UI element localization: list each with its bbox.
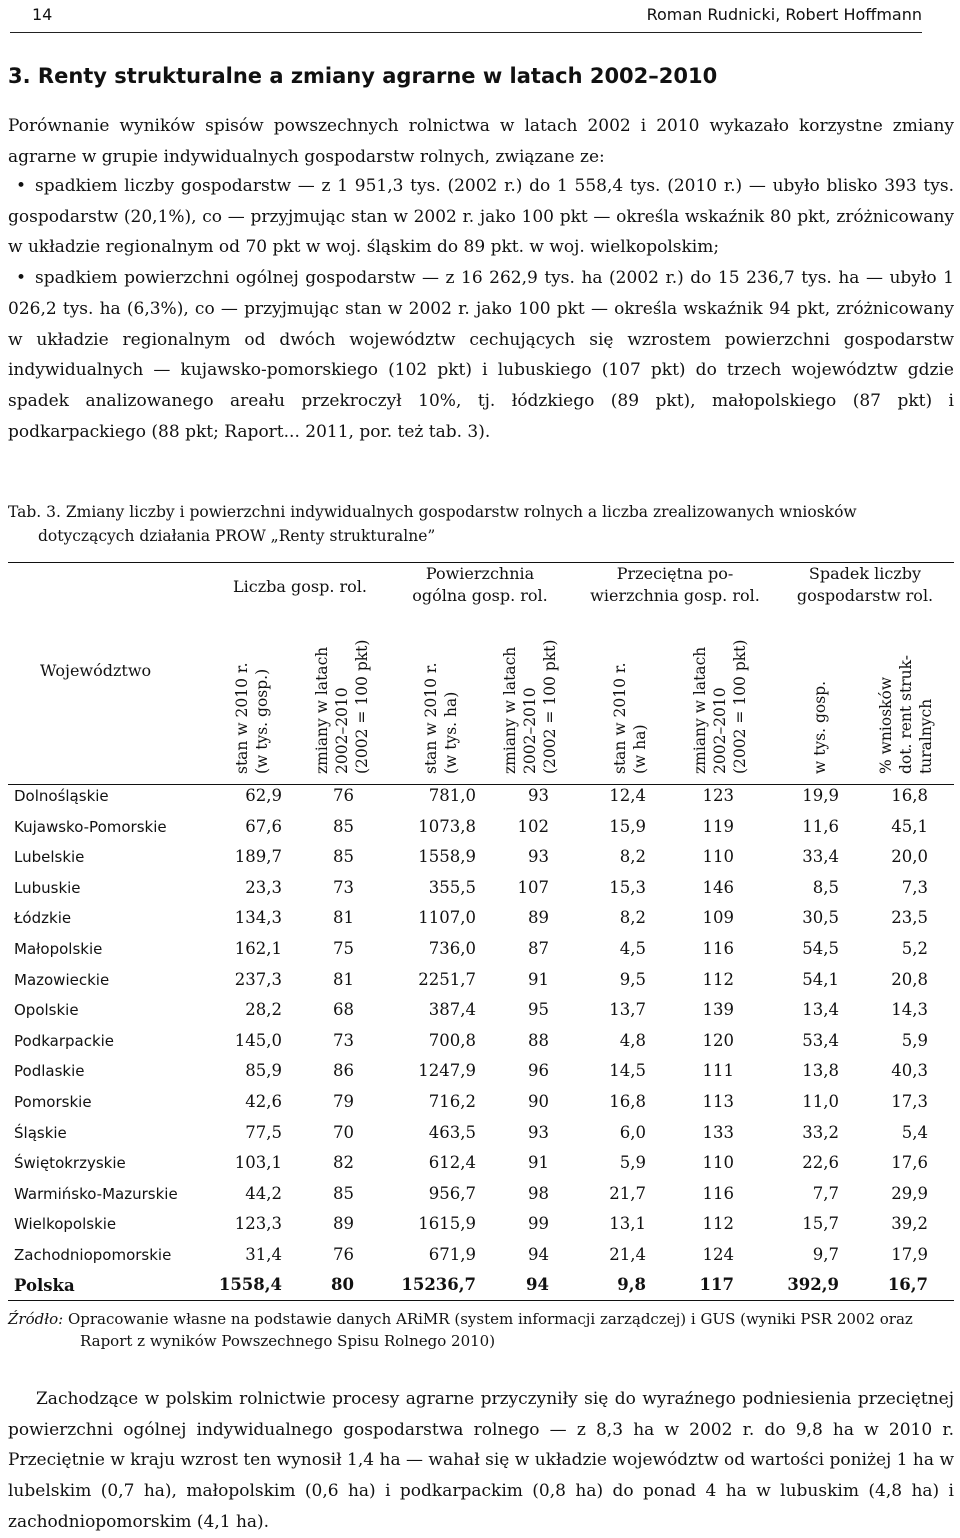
table-cell: 107 (517, 877, 549, 897)
table-cell: 736,0 (428, 939, 476, 958)
table-cell: 9,5 (619, 969, 646, 989)
table-cell: 54,5 (802, 939, 839, 958)
wojewodztwo-name: Polska (14, 1276, 75, 1295)
table-cell: 89 (333, 1214, 354, 1234)
table-cell: 89 (528, 908, 549, 928)
table-row (8, 1153, 954, 1183)
table-cell: 109 (702, 908, 734, 928)
table-cell: 113 (702, 1092, 734, 1111)
table-row (8, 878, 954, 908)
table-cell: 80 (331, 1275, 354, 1294)
table-cell: 387,4 (428, 1000, 476, 1020)
source-label: Źródło: (8, 1310, 64, 1328)
page-number: 14 (32, 5, 53, 24)
table-cell: 355,5 (428, 877, 476, 897)
table-cell: 85,9 (245, 1061, 282, 1081)
bullet-list (8, 171, 954, 447)
table-cell: 120 (702, 1030, 734, 1050)
table-cell: 9,8 (617, 1275, 646, 1294)
table-cell: 19,9 (802, 786, 839, 805)
table-cell: 94 (526, 1275, 549, 1294)
table-cell: 4,8 (619, 1030, 646, 1050)
table-row (8, 908, 954, 938)
table-cell: 17,6 (891, 1153, 928, 1173)
table-cell: 91 (528, 969, 549, 989)
table-total-row (8, 1275, 954, 1305)
table-cell: 123 (702, 786, 734, 805)
table-cell: 1073,8 (418, 816, 476, 836)
table-cell: 123,3 (234, 1214, 282, 1234)
table-cell: 110 (702, 847, 734, 867)
table-cell: 23,3 (245, 877, 282, 897)
table-cell: 1615,9 (418, 1214, 476, 1234)
table-cell: 98 (528, 1183, 549, 1203)
table-cell: 463,5 (428, 1122, 476, 1142)
table-cell: 110 (702, 1153, 734, 1173)
table-row (8, 786, 954, 816)
table-cell: 82 (333, 1153, 354, 1173)
wojewodztwo-name: Pomorskie (14, 1093, 92, 1111)
column-header: stan w 2010 r. (w tys. ha) (422, 662, 460, 774)
column-header: zmiany w latach 2002–2010 (2002 = 100 pkt) (313, 639, 371, 774)
closing-paragraph (8, 1384, 954, 1538)
section-title: 3. Renty strukturalne a zmiany agrarne w latach 2002–2010 (8, 64, 718, 88)
table-cell: 112 (702, 1214, 734, 1234)
table-caption-text: Tab. 3. Zmiany liczby i powierzchni indywidualnych gospodarstw rolnych a liczba zrealizowanych wniosków dotyczących działania PROW „Renty strukturalne” (8, 503, 857, 545)
table-cell: 88 (528, 1030, 549, 1050)
table-cell: 8,5 (812, 877, 839, 897)
wojewodztwo-name: Małopolskie (14, 940, 103, 958)
table-caption (8, 500, 954, 548)
table-cell: 102 (517, 816, 549, 836)
table-row (8, 1123, 954, 1153)
table-cell: 21,7 (609, 1183, 646, 1203)
table-cell: 5,9 (619, 1153, 646, 1173)
table-cell: 16,8 (609, 1092, 646, 1111)
table-cell: 124 (702, 1245, 734, 1264)
table-cell: 81 (333, 908, 354, 928)
table-cell: 139 (702, 1000, 734, 1020)
table-cell: 671,9 (428, 1245, 476, 1264)
table-cell: 13,1 (609, 1214, 646, 1234)
table-row (8, 1092, 954, 1122)
table-cell: 189,7 (234, 847, 282, 867)
table-cell: 20,0 (891, 847, 928, 867)
table-cell: 23,5 (891, 908, 928, 928)
table-cell: 22,6 (802, 1153, 839, 1173)
table-cell: 17,9 (891, 1245, 928, 1264)
table-cell: 73 (333, 1030, 354, 1050)
table-cell: 14,3 (891, 1000, 928, 1020)
table-cell: 76 (333, 1245, 354, 1264)
wojewodztwo-name: Łódzkie (14, 909, 72, 928)
table-cell: 7,7 (812, 1183, 839, 1203)
table-cell: 44,2 (245, 1183, 282, 1203)
table-cell: 85 (333, 847, 354, 867)
column-header: w tys. gosp. (811, 680, 829, 774)
table-cell: 42,6 (245, 1092, 282, 1111)
table-header-rule (8, 784, 954, 785)
table-cell: 15,9 (609, 816, 646, 836)
table-cell: 94 (528, 1245, 549, 1264)
table-cell: 29,9 (891, 1183, 928, 1203)
table-cell: 81 (333, 969, 354, 989)
column-header: zmiany w latach 2002–2010 (2002 = 100 pkt) (691, 639, 749, 774)
table-cell: 8,2 (619, 847, 646, 867)
column-header: % wniosków dot. rent struk- turalnych (877, 655, 935, 774)
table-row (8, 970, 954, 1000)
table-cell: 86 (333, 1061, 354, 1081)
table-cell: 20,8 (891, 969, 928, 989)
table-cell: 1558,9 (418, 847, 476, 867)
table-cell: 93 (528, 786, 549, 805)
table-row (8, 1061, 954, 1091)
table-cell: 11,0 (802, 1092, 839, 1111)
table-cell: 13,7 (609, 1000, 646, 1020)
table-cell: 8,2 (619, 908, 646, 928)
table-source (8, 1308, 954, 1352)
table-row (8, 847, 954, 877)
table-cell: 90 (528, 1092, 549, 1111)
table-cell: 700,8 (428, 1030, 476, 1050)
table-cell: 28,2 (245, 1000, 282, 1020)
table-cell: 30,5 (802, 908, 839, 928)
column-group-header: Powierzchnia ogólna gosp. rol. (412, 564, 548, 605)
table-cell: 31,4 (245, 1245, 282, 1264)
table-cell: 54,1 (802, 969, 839, 989)
table-cell: 96 (528, 1061, 549, 1081)
table-row (8, 817, 954, 847)
table-cell: 91 (528, 1153, 549, 1173)
table-cell: 12,4 (609, 786, 646, 805)
table-cell: 85 (333, 1183, 354, 1203)
table-cell: 111 (702, 1061, 734, 1081)
table-cell: 1247,9 (418, 1061, 476, 1081)
table-cell: 99 (528, 1214, 549, 1234)
table-cell: 76 (333, 786, 354, 805)
table-cell: 17,3 (891, 1092, 928, 1111)
table-cell: 392,9 (787, 1275, 839, 1294)
table-cell: 956,7 (428, 1183, 476, 1203)
table-cell: 237,3 (234, 969, 282, 989)
table-cell: 68 (333, 1000, 354, 1020)
wojewodztwo-name: Wielkopolskie (14, 1215, 117, 1234)
wojewodztwo-name: Opolskie (14, 1001, 79, 1020)
table-cell: 85 (333, 816, 354, 836)
wojewodztwo-name: Dolnośląskie (14, 787, 109, 805)
table-cell: 53,4 (802, 1030, 839, 1050)
table-cell: 1107,0 (418, 908, 476, 928)
table-row (8, 939, 954, 969)
bullet-item: • spadkiem powierzchni ogólnej gospodarstw — z 16 262,9 tys. ha (2002 r.) do 15 236,7 tys. ha — ubyło 1 026,2 tys. ha (6,3%), co — przyjmując stan w 2002 r. jako 100 pkt — określa wskaźnik 94 pkt, zróżnicowany w układzie regionalnym od dwóch województw cechujących się wzrostem powierzchni gospodarstw indywidualnych — kujawsko-pomorskiego (102 pkt) i lubuskiego (107 pkt) do trzech województw gdzie spadek analizowanego areału przekroczył 10%, tj. łódzkiego (89 pkt), małopolskiego (87 pkt) i podkarpackiego (88 pkt; Raport... 2011, por. też tab. 3). (8, 263, 954, 447)
table-cell: 716,2 (428, 1092, 476, 1111)
column-group-header: Spadek liczby gospodarstw rol. (796, 564, 934, 605)
column-header: stan w 2010 r. (w ha) (611, 662, 649, 774)
table-cell: 79 (333, 1092, 354, 1111)
column-group-header: Liczba gosp. rol. (233, 577, 367, 596)
table-cell: 9,7 (812, 1245, 839, 1264)
wojewodztwo-name: Podkarpackie (14, 1031, 115, 1050)
table-cell: 612,4 (428, 1153, 476, 1173)
bullet-item: • spadkiem liczby gospodarstw — z 1 951,3 tys. (2002 r.) do 1 558,4 tys. (2010 r.) — ubyło blisko 393 tys. gospodarstw (20,1%), co — przyjmując stan w 2002 r. jako 100 pkt — określa wskaźnik 80 pkt, zróżnicowany w układzie regionalnym od 70 pkt w woj. śląskim do 89 pkt. w woj. wielkopolskim; (8, 171, 954, 263)
table-cell: 15236,7 (401, 1275, 476, 1294)
table-cell: 145,0 (234, 1030, 282, 1050)
column-header: stan w 2010 r. (w tys. gosp.) (233, 662, 271, 774)
table-row (8, 1245, 954, 1275)
table-cell: 116 (702, 939, 734, 958)
table-cell: 39,2 (891, 1214, 928, 1234)
table-cell: 16,7 (887, 1275, 928, 1294)
wojewodztwo-name: Mazowieckie (14, 970, 110, 989)
table-cell: 75 (333, 939, 354, 958)
table-cell: 45,1 (891, 816, 928, 836)
closing-text: Zachodzące w polskim rolnictwie procesy agrarne przyczyniły się do wyraźnego podniesienia przeciętnej powierzchni ogólnej indywidualnego gospodarstwa rolnego — z 8,3 ha w 2002 r. do 9,8 ha w 2010 r. Przeciętnie w kraju wzrost ten wynosił 1,4 ha — wahał się w układzie województw od wartości poniżej 1 ha w lubelskim (0,7 ha), małopolskim (0,6 ha) i podkarpackim (0,8 ha) do ponad 4 ha w lubuskim (4,8 ha) i zachodniopomorskim (4,1 ha). (8, 1389, 954, 1532)
source-text-cont: Raport z wyników Powszechnego Spisu Rolnego 2010) (80, 1332, 496, 1350)
table-cell: 133 (702, 1122, 734, 1142)
table-cell: 70 (333, 1122, 354, 1142)
table-cell: 117 (699, 1275, 734, 1294)
table-cell: 13,8 (802, 1061, 839, 1081)
table-cell: 781,0 (428, 786, 476, 805)
column-header: zmiany w latach 2002–2010 (2002 = 100 pkt) (501, 639, 559, 774)
table-cell: 162,1 (234, 939, 282, 958)
table-cell: 40,3 (891, 1061, 928, 1081)
table-cell: 6,0 (619, 1122, 646, 1142)
table-cell: 73 (333, 877, 354, 897)
wojewodztwo-name: Lubuskie (14, 878, 81, 897)
table-cell: 2251,7 (418, 969, 476, 989)
running-head-authors: Roman Rudnicki, Robert Hoffmann (646, 5, 922, 24)
wojewodztwo-name: Śląskie (14, 1123, 67, 1142)
table-cell: 95 (528, 1000, 549, 1020)
wojewodztwo-name: Kujawsko-Pomorskie (14, 817, 167, 836)
table-cell: 77,5 (245, 1122, 282, 1142)
table-cell: 4,5 (619, 939, 646, 958)
table-cell: 67,6 (245, 816, 282, 836)
table-row (8, 1214, 954, 1244)
table-cell: 87 (528, 939, 549, 958)
table-cell: 103,1 (234, 1153, 282, 1173)
intro-paragraph: Porównanie wyników spisów powszechnych rolnictwa w latach 2002 i 2010 wykazało korzystne zmiany agrarne w grupie indywidualnych gospodarstw rolnych, związane ze: (8, 116, 954, 167)
table-cell: 16,8 (891, 786, 928, 805)
table-cell: 119 (702, 816, 734, 836)
table-row (8, 1000, 954, 1030)
wojewodztwo-name: Świętokrzyskie (14, 1154, 126, 1173)
table-cell: 146 (702, 877, 734, 897)
table-cell: 13,4 (802, 1000, 839, 1020)
table-cell: 93 (528, 847, 549, 867)
table-row (8, 1031, 954, 1061)
table-cell: 116 (702, 1183, 734, 1203)
table-cell: 15,7 (802, 1214, 839, 1234)
table-cell: 14,5 (609, 1061, 646, 1081)
table-cell: 5,9 (901, 1030, 928, 1050)
table-cell: 93 (528, 1122, 549, 1142)
table-cell: 62,9 (245, 786, 282, 805)
table-cell: 33,2 (802, 1122, 839, 1142)
table-cell: 112 (702, 969, 734, 989)
table-cell: 5,2 (901, 939, 928, 958)
wojewodztwo-name: Podlaskie (14, 1062, 85, 1081)
wojewodztwo-name: Zachodniopomorskie (14, 1246, 172, 1264)
page-header (10, 2, 922, 33)
wojewodztwo-name: Warmińsko-Mazurskie (14, 1184, 178, 1203)
table-row (8, 1184, 954, 1214)
column-group-header: Przeciętna po- wierzchnia gosp. rol. (590, 564, 760, 605)
source-text: Opracowanie własne na podstawie danych ARiMR (system informacji zarządczej) i GUS (wyniki PSR 2002 oraz (63, 1310, 913, 1328)
table-cell: 7,3 (901, 877, 928, 897)
wojewodztwo-name: Lubelskie (14, 848, 85, 867)
table-cell: 15,3 (609, 877, 646, 897)
table-cell: 1558,4 (218, 1275, 282, 1294)
row-header-wojewodztwo: Województwo (40, 661, 152, 680)
table-cell: 33,4 (802, 847, 839, 867)
table-cell: 134,3 (234, 908, 282, 928)
table-cell: 5,4 (901, 1122, 928, 1142)
table-cell: 21,4 (609, 1245, 646, 1264)
table-cell: 11,6 (802, 816, 839, 836)
